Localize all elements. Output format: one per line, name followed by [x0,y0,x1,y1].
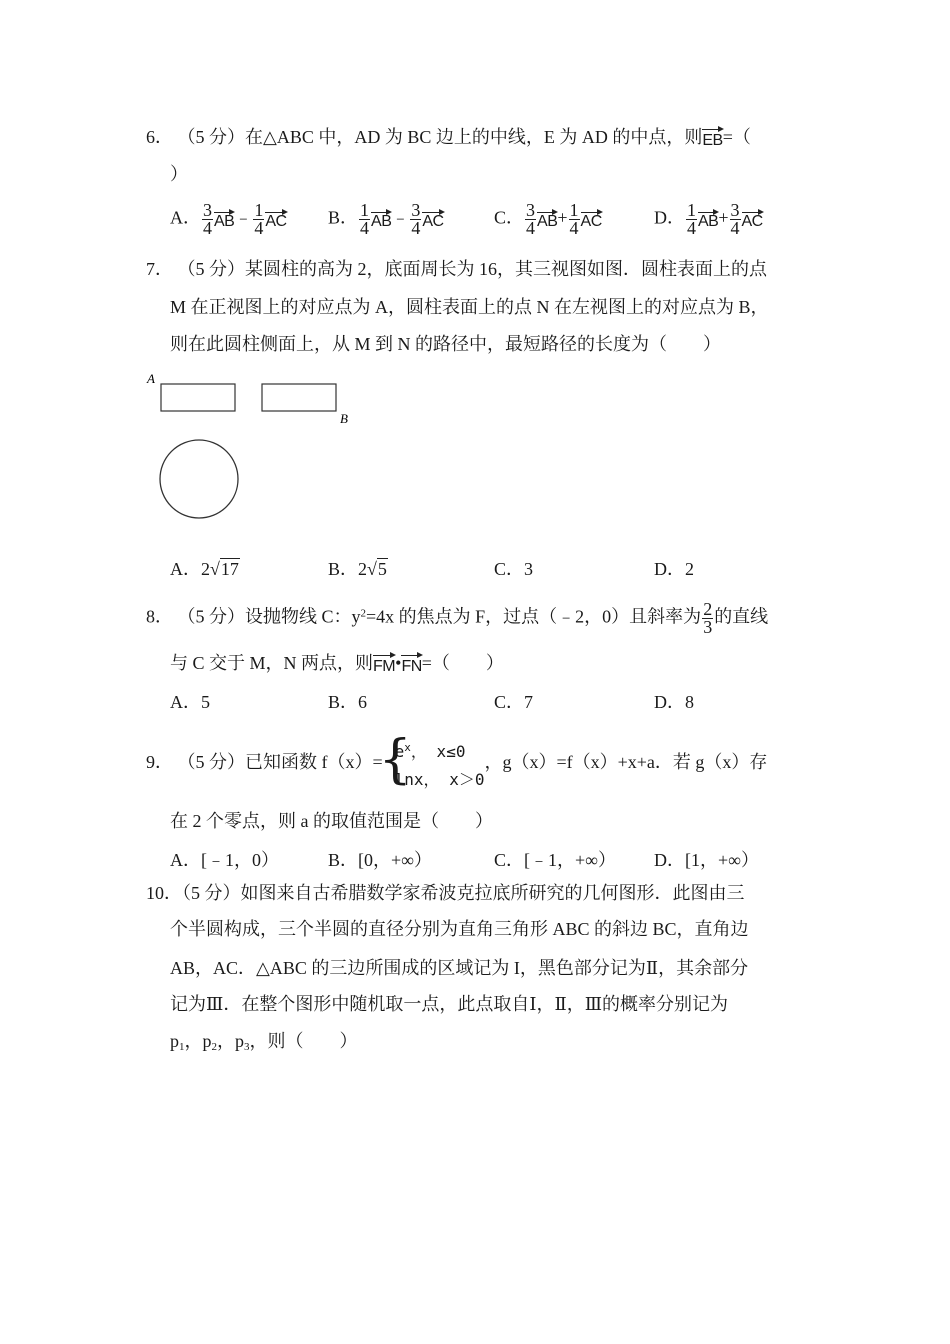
q7-score: （5 分） [177,259,245,279]
q9-option-b: B．[0，+∞） [328,850,432,870]
q6-score: （5 分） [177,127,245,148]
q7-line3: 则在此圆柱侧面上，从 M 到 N 的路径中，最短路径的长度为（ ） [170,334,722,354]
q9-line2: 在 2 个零点，则 a 的取值范围是（ ） [170,811,493,831]
q6-option-d: D． $\frac{1}{4}$ AB+ $\frac{3}{4}$ AC [654,200,763,238]
fraction: $\frac{3}{4}$ [411,200,421,238]
sqrt: √5 [367,559,387,579]
q9-option-d: D．[1，+∞） [654,850,759,870]
q6-tail: =（ [722,127,751,148]
q6-vector-eb: EB [702,126,722,152]
q9-stem: 9． （5 分）已知函数 f（x）= { $e^x$， x≤0 lnx， x＞0 ，g（x）=f（x）+x+a．若 g（x）存 [146,734,767,794]
q6-option-c: C． $\frac{3}{4}$ AB+ $\frac{1}{4}$ AC [494,200,602,238]
top-view-circle [160,440,238,518]
fraction: $\frac{1}{4}$ [569,200,579,238]
q8-option-c: C．7 [494,692,534,712]
fraction: $\frac{1}{4}$ [254,200,264,238]
fraction: $\frac{1}{4}$ [687,200,696,238]
q10-line2: 个半圆构成，三个半圆的直径分别为直角三角形 ABC 的斜边 BC，直角边 [170,919,749,939]
q8-option-d: D．8 [654,692,694,712]
q7-option-d: D．2 [654,559,694,579]
q7-line1: 某圆柱的高为 2，底面周长为 16，其三视图如图．圆柱表面上的点 [245,259,767,279]
sqrt: √17 [210,559,239,579]
q8-vector-fm: FM [373,652,395,678]
q9-option-c: C．[﹣1，+∞） [494,850,616,870]
q7-label-a: A [147,371,155,386]
q9-option-a: A．[﹣1，0） [170,850,279,870]
q8-number: 8． [146,606,173,627]
q7-line2: M 在正视图上的对应点为 A，圆柱表面上的点 N 在左视图上的对应点为 B， [170,297,769,317]
q8-vector-fn: FN [401,652,421,678]
q7-option-b: B．2√5 [328,559,387,579]
q7-label-b: B [340,411,348,426]
fraction: $\frac{3}{4}$ [526,200,536,238]
q6-option-b: B． $\frac{1}{4}$ AB﹣ $\frac{3}{4}$ AC [328,200,444,238]
q6-option-a: A． $\frac{3}{4}$ AB﹣ $\frac{1}{4}$ AC [170,200,287,238]
piecewise-function: { $e^x$， x≤0 lnx， x＞0 [383,734,485,794]
side-view-rect [262,384,336,411]
q7-option-a: A．2√17 [170,559,239,579]
q6-number: 6． [146,127,173,148]
q10-number: 10． [146,883,182,903]
q8-option-b: B．6 [328,692,368,712]
q10-stem: 10．（5 分）如图来自古希腊数学家希波克拉底所研究的几何图形．此图由三 [146,883,745,903]
q6-stem [146,126,751,152]
fraction: $\frac{3}{4}$ [730,200,740,238]
q8-line2: 与 C 交于 M，N 两点，则FM•FN=（ ） [170,652,504,678]
q7-three-view-figure [140,368,380,528]
q7-number: 7． [146,259,173,279]
q8-score: （5 分） [177,606,245,627]
q9-number: 9． [146,752,173,773]
q10-line5: $p_1$，$p_2$，$p_3$，则（ ） [170,1031,358,1053]
q10-score: （5 分） [182,883,241,903]
q10-line3: AB，AC．△ABC 的三边所围成的区域记为 I，黑色部分记为Ⅱ，其余部分 [170,958,749,978]
q7-option-c: C．3 [494,559,534,579]
fraction: $\frac{1}{4}$ [360,200,370,238]
q7-stem [146,258,767,280]
q8-option-a: A．5 [170,692,210,712]
fraction: $\frac{3}{4}$ [203,200,212,238]
q6-stem-line2: ） [170,164,188,184]
slope-fraction: $\frac{2}{3}$ [703,599,713,637]
q10-line4: 记为Ⅲ．在整个图形中随机取一点，此点取自Ⅰ，Ⅱ，Ⅲ的概率分别记为 [170,994,729,1014]
q8-stem: 8． （5 分）设抛物线 C：$y^2=4x$ 的焦点为 F，过点（﹣2，0）且斜率为 $\frac{2}{3}$ 的直线 [146,599,769,637]
q6-text: 在△ABC 中，AD 为 BC 边上的中线，E 为 AD 的中点，则 [245,127,703,148]
q9-score: （5 分） [177,752,245,773]
front-view-rect [161,384,235,411]
